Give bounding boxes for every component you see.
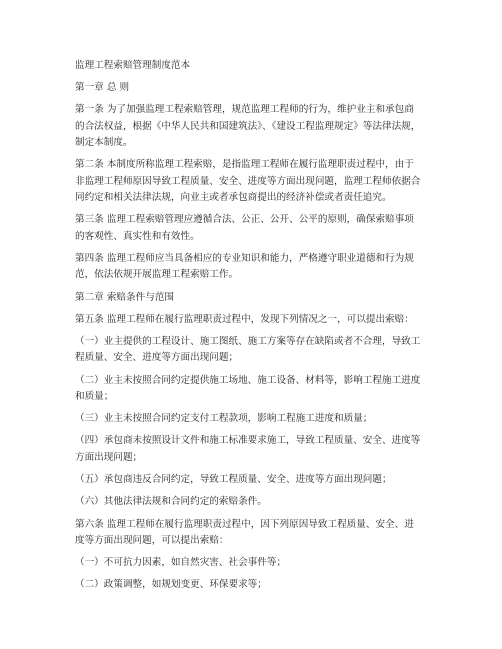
paragraph-line: 的合法权益，根据《中华人民共和国建筑法》、《建设工程监理规定》等法律法规， — [75, 120, 421, 132]
paragraph-line: 同约定和相关法律法规，向业主或者承包商提出的经济补偿或者责任追究。 — [75, 192, 392, 204]
paragraph-line: （四）承包商未按照设计文件和施工标准要求施工，导致工程质量、安全、进度等 — [75, 435, 421, 447]
paragraph-line: 第六条 监理工程师在履行监理职责过程中，因下列原因导致工程质量、安全、进 — [75, 518, 414, 530]
paragraph-line: 第五条 监理工程师在履行监理职责过程中，发现下列情况之一，可以提出索赔： — [75, 313, 414, 325]
paragraph-line: 和质量； — [75, 391, 114, 403]
paragraph-line: 非监理工程师原因导致工程质量、安全、进度等方面出现问题，监理工程师依据合 — [75, 175, 421, 187]
paragraph — [75, 212, 437, 245]
paragraph — [75, 433, 437, 466]
paragraph — [75, 312, 437, 328]
paragraph-line: 方面出现问题； — [75, 451, 143, 463]
paragraph-line: 第二条 本制度所称监理工程索赔，是指监理工程师在履行监理职责过程中，由于 — [75, 159, 414, 171]
paragraph-line: 第三条 监理工程索赔管理应遵循合法、公正、公开、公平的原则，确保索赔事项 — [75, 214, 414, 226]
paragraph — [75, 334, 437, 367]
paragraph-line: 的客观性、真实性和有效性。 — [75, 230, 200, 242]
paragraph — [75, 494, 437, 510]
paragraph — [75, 290, 437, 306]
paragraph — [75, 411, 437, 427]
paragraph-line: （三）业主未按照合同约定支付工程款项，影响工程施工进度和质量； — [75, 413, 373, 425]
paragraph-line: （二）政策调整，如规划变更、环保要求等； — [75, 579, 267, 591]
paragraph-line: 度等方面出现问题，可以提出索赔： — [75, 534, 229, 546]
paragraph-line: 制定本制度。 — [75, 137, 133, 149]
paragraph-line: 第四条 监理工程师应当具备相应的专业知识和能力，严格遵守职业道德和行为规 — [75, 253, 414, 265]
paragraph-line: （一）业主提供的工程设计、施工图纸、施工方案等存在缺陷或者不合理，导致工 — [75, 336, 421, 348]
paragraph-line: （五）承包商违反合同约定，导致工程质量、安全、进度等方面出现问题； — [75, 474, 392, 486]
title-text: 监理工程索赔管理制度范本 — [75, 60, 191, 71]
paragraph-line: 程质量、安全、进度等方面出现问题； — [75, 352, 239, 364]
paragraph — [75, 472, 437, 488]
paragraph — [75, 102, 437, 151]
document-body — [75, 80, 437, 594]
paragraph — [75, 555, 437, 571]
paragraph-line: 第一章 总 则 — [75, 82, 130, 94]
paragraph-line: （六）其他法律法规和合同约定的索赔条件。 — [75, 496, 267, 508]
paragraph — [75, 373, 437, 406]
paragraph-line: 范，依法依规开展监理工程索赔工作。 — [75, 269, 239, 281]
paragraph-line: （二）业主未按照合同约定提供施工场地、施工设备、材料等，影响工程施工进度 — [75, 374, 421, 386]
paragraph-line: 第一条 为了加强监理工程索赔管理，规范监理工程师的行为，维护业主和承包商 — [75, 104, 414, 116]
document-title — [75, 58, 437, 74]
paragraph — [75, 157, 437, 206]
document-page — [75, 58, 437, 600]
paragraph — [75, 577, 437, 593]
paragraph-line: 第二章 索赔条件与范围 — [75, 291, 174, 303]
paragraph — [75, 251, 437, 284]
paragraph — [75, 80, 437, 96]
paragraph — [75, 517, 437, 550]
paragraph-line: （一）不可抗力因素，如自然灾害、社会事件等； — [75, 557, 287, 569]
